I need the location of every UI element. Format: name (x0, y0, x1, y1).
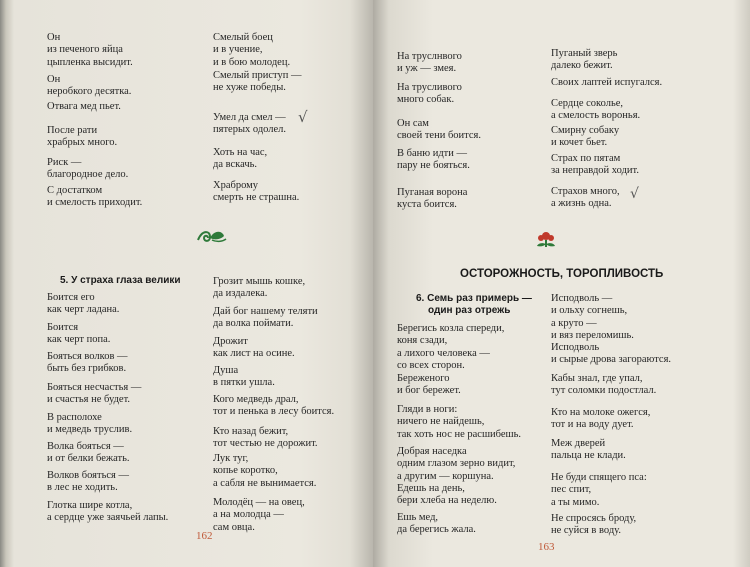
proverb (213, 70, 301, 95)
proverb (397, 483, 497, 508)
proverb-line: в лес не ходить. (47, 482, 118, 494)
proverb-line: С достатком (47, 185, 103, 196)
proverb-line: а сердце уже заячьей лапы. (47, 512, 169, 524)
proverb-line: Едешь на день, (397, 483, 465, 494)
proverb-line: Боится его (47, 292, 95, 303)
proverb-line: Волков бояться — (47, 470, 129, 481)
proverb-line: и в учение, (213, 44, 263, 56)
proverb (551, 77, 662, 89)
proverb (47, 292, 119, 317)
proverb-line: как черт попа. (47, 334, 111, 346)
proverb (397, 404, 521, 441)
proverb (47, 322, 110, 347)
proverb-line: Хоть на час, (213, 147, 268, 158)
proverb-line: бери хлеба на неделю. (397, 495, 497, 507)
proverb-line: Боится (47, 322, 79, 333)
proverb-line: сам овца. (213, 521, 255, 533)
proverb (47, 500, 168, 525)
proverb-line: Кого медведь драл, (213, 394, 299, 405)
proverb (551, 438, 626, 463)
proverb (213, 180, 299, 205)
proverb-line: Дай бог нашему теляти (213, 306, 318, 317)
proverb-line: Душа (213, 365, 239, 376)
proverb-line: Бояться волков — (47, 351, 128, 362)
proverb-line: благородное дело. (47, 169, 129, 181)
section-heading (416, 293, 532, 317)
proverb-line: Пуганый зверь (551, 48, 618, 59)
proverb-line: как лист на осине. (213, 348, 295, 360)
proverb-line: Не спросясь броду, (551, 513, 637, 524)
page-number: 163 (538, 541, 555, 553)
proverb (213, 365, 275, 390)
proverb (213, 112, 286, 137)
proverb-line: а другим — коршуна. (397, 470, 494, 482)
proverb-line: Исподволь (551, 342, 600, 353)
proverb-line: за неправдой ходит. (551, 165, 639, 177)
proverb (397, 446, 515, 483)
proverb (213, 336, 295, 361)
proverb-line: На трусливого (397, 82, 462, 93)
proverb-line: В располохе (47, 412, 102, 423)
proverb-line: тот честью не дорожит. (213, 438, 318, 450)
proverb-line: Смелый боец (213, 32, 273, 43)
chapter-heading: ОСТОРОЖНОСТЬ, ТОРОПЛИВОСТЬ (460, 268, 664, 280)
proverb-line: Умел да смел — (213, 112, 286, 123)
proverb (213, 394, 334, 419)
proverb-line: так хоть нос не расшибешь. (397, 428, 522, 440)
proverb-line: и ольху согнешь, (551, 305, 628, 317)
proverb-line: Гляди в ноги: (397, 404, 458, 415)
proverb-line: и счастья не будет. (47, 394, 130, 406)
proverb-line: да издалека. (213, 288, 268, 300)
proverb (213, 32, 290, 69)
proverb (551, 373, 656, 398)
proverb (47, 125, 117, 150)
proverb-line: Волка бояться — (47, 441, 124, 452)
proverb-line: пару не бояться. (397, 160, 470, 172)
proverb-line: Своих лаптей испугался. (551, 77, 663, 88)
proverb-line: куста боится. (397, 199, 457, 211)
proverb-line: Он (47, 74, 61, 85)
proverb (213, 276, 305, 301)
proverb-line: После рати (47, 125, 98, 136)
proverb-line: Добрая наседка (397, 446, 467, 457)
proverb (47, 382, 141, 407)
pencil-check-mark: √ (298, 108, 308, 126)
pencil-check-mark: √ (630, 186, 639, 202)
proverb (213, 426, 318, 451)
proverb (397, 187, 467, 212)
proverb-line: в пятки ушла. (213, 377, 275, 389)
proverb (551, 407, 650, 432)
proverb-line: На труслнвого (397, 51, 462, 62)
proverb-line: Кто на молоке ожегся, (551, 407, 651, 418)
proverb-line: не суйся в воду. (551, 525, 621, 537)
proverb-line: пятерых одолел. (213, 124, 287, 136)
page-number: 162 (196, 530, 213, 542)
proverb-line: Бояться несчастья — (47, 382, 142, 393)
section-heading-line: 6. Семь раз примерь — (416, 293, 532, 304)
proverb-line: быть без грибков. (47, 363, 127, 375)
proverb-line: а жизнь одна. (551, 198, 612, 210)
flower-ornament (535, 229, 557, 249)
proverb-line: и в бою молодец. (213, 56, 291, 68)
proverb (551, 293, 634, 343)
proverb-line: Дрожит (213, 336, 248, 347)
proverb (47, 351, 128, 376)
proverb (397, 118, 481, 143)
proverb-line: Храброму (213, 180, 259, 191)
proverb (551, 472, 647, 509)
proverb-line: да волка поймати. (213, 318, 294, 330)
proverb-line: Не буди спящего пса: (551, 472, 647, 483)
proverb (551, 153, 639, 178)
proverb-line: да вскачь. (213, 159, 258, 171)
proverb-line: одним глазом зерно видит, (397, 458, 516, 470)
proverb-line: а сабля не вынимается. (213, 477, 317, 489)
proverb-line: много собак. (397, 94, 455, 106)
proverb (397, 82, 462, 107)
proverb-line: Сердце соколье, (551, 98, 624, 109)
proverb-line: и уж — змея. (397, 63, 457, 75)
proverb-line: пальца не клади. (551, 450, 626, 462)
proverb-line: Глотка шире котла, (47, 500, 133, 511)
proverb-line: и бог бережет. (397, 385, 461, 397)
proverb (47, 157, 128, 182)
proverb-line: Исподволь — (551, 293, 613, 304)
proverb-line: тот и пенька в лесу боится. (213, 406, 335, 418)
proverb-line: Молодёц — на овец, (213, 497, 305, 508)
proverb (397, 51, 462, 76)
proverb-line: Пуганая ворона (397, 187, 468, 198)
left-page (0, 0, 373, 567)
proverb-line: Меж дверей (551, 438, 606, 449)
section-heading: 5. У страха глаза велики (60, 275, 181, 286)
proverb (551, 342, 671, 367)
proverb (213, 306, 318, 331)
proverb-line: Он (47, 32, 61, 43)
proverb-line: и смелость приходит. (47, 197, 143, 209)
proverb (47, 412, 132, 437)
proverb (47, 441, 130, 466)
proverb-line: В баню идти — (397, 148, 468, 159)
proverb (213, 453, 316, 490)
proverb (213, 147, 267, 172)
proverb-line: Береженого (397, 373, 450, 384)
proverb (47, 185, 142, 210)
proverb-line: смерть не страшна. (213, 192, 300, 204)
proverb-line: Риск — (47, 157, 82, 168)
proverb-line: и кочет бьет. (551, 137, 608, 149)
proverb-line: Отвага мед пьет. (47, 101, 121, 112)
proverb-line: Он сам (397, 118, 429, 129)
proverb-line: Страхов много, (551, 186, 620, 197)
proverb-line: ничего не найдешь, (397, 416, 485, 428)
right-page (373, 0, 750, 567)
proverb (551, 98, 640, 123)
proverb-line: а смелость воронья. (551, 110, 641, 122)
proverb-line: Смирну собаку (551, 125, 620, 136)
proverb-line: цыпленка высидит. (47, 56, 133, 68)
proverb (397, 148, 470, 173)
proverb-line: Лук туг, (213, 453, 249, 464)
proverb (397, 323, 504, 373)
proverb (47, 101, 121, 113)
proverb-line: Кабы знал, где упал, (551, 373, 643, 384)
proverb-line: своей тени боится. (397, 130, 481, 142)
proverb (397, 373, 461, 398)
proverb-line: Берегись козла спереди, (397, 323, 505, 334)
proverb-line: Кто назад бежит, (213, 426, 289, 437)
proverb (397, 512, 476, 537)
proverb-line: да берегись жала. (397, 524, 476, 536)
proverb-line: со всех сторон. (397, 360, 465, 372)
proverb (47, 74, 131, 99)
proverb-line: далеко бежит. (551, 60, 613, 72)
proverb-line: а ты мимо. (551, 496, 600, 508)
proverb (47, 32, 133, 69)
proverb-line: а круто — (551, 317, 597, 329)
proverb-line: тот и на воду дует. (551, 419, 634, 431)
proverb-line: не хуже победы. (213, 82, 286, 94)
proverb (551, 48, 617, 73)
proverb-line: тут соломки подостлал. (551, 385, 657, 397)
proverb (551, 513, 636, 538)
proverb (551, 186, 620, 211)
proverb-line: как черт ладана. (47, 304, 120, 316)
proverb-line: копье коротко, (213, 465, 278, 477)
proverb-line: храбрых много. (47, 137, 118, 149)
leaf-ornament (196, 228, 228, 244)
proverb-line: неробкого десятка. (47, 86, 132, 98)
proverb-line: а лихого человека — (397, 347, 490, 359)
proverb-line: и вяз переломишь. (551, 330, 634, 342)
section-heading-line: один раз отрежь (428, 305, 511, 316)
proverb (213, 497, 305, 534)
proverb-line: и от белки бежать. (47, 453, 130, 465)
proverb (47, 470, 129, 495)
proverb-line: и сырые дрова загораются. (551, 354, 672, 366)
proverb-line: а на молодца — (213, 509, 284, 521)
proverb-line: коня сзади, (397, 335, 448, 347)
proverb-line: из печеного яйца (47, 44, 123, 56)
proverb-line: и медведь труслив. (47, 424, 133, 436)
proverb-line: пес спит, (551, 484, 592, 496)
proverb-line: Ешь мед, (397, 512, 439, 523)
proverb (551, 125, 619, 150)
proverb-line: Смелый приступ — (213, 70, 302, 81)
proverb-line: Страх по пятам (551, 153, 621, 164)
proverb-line: Грозит мышь кошке, (213, 276, 306, 287)
